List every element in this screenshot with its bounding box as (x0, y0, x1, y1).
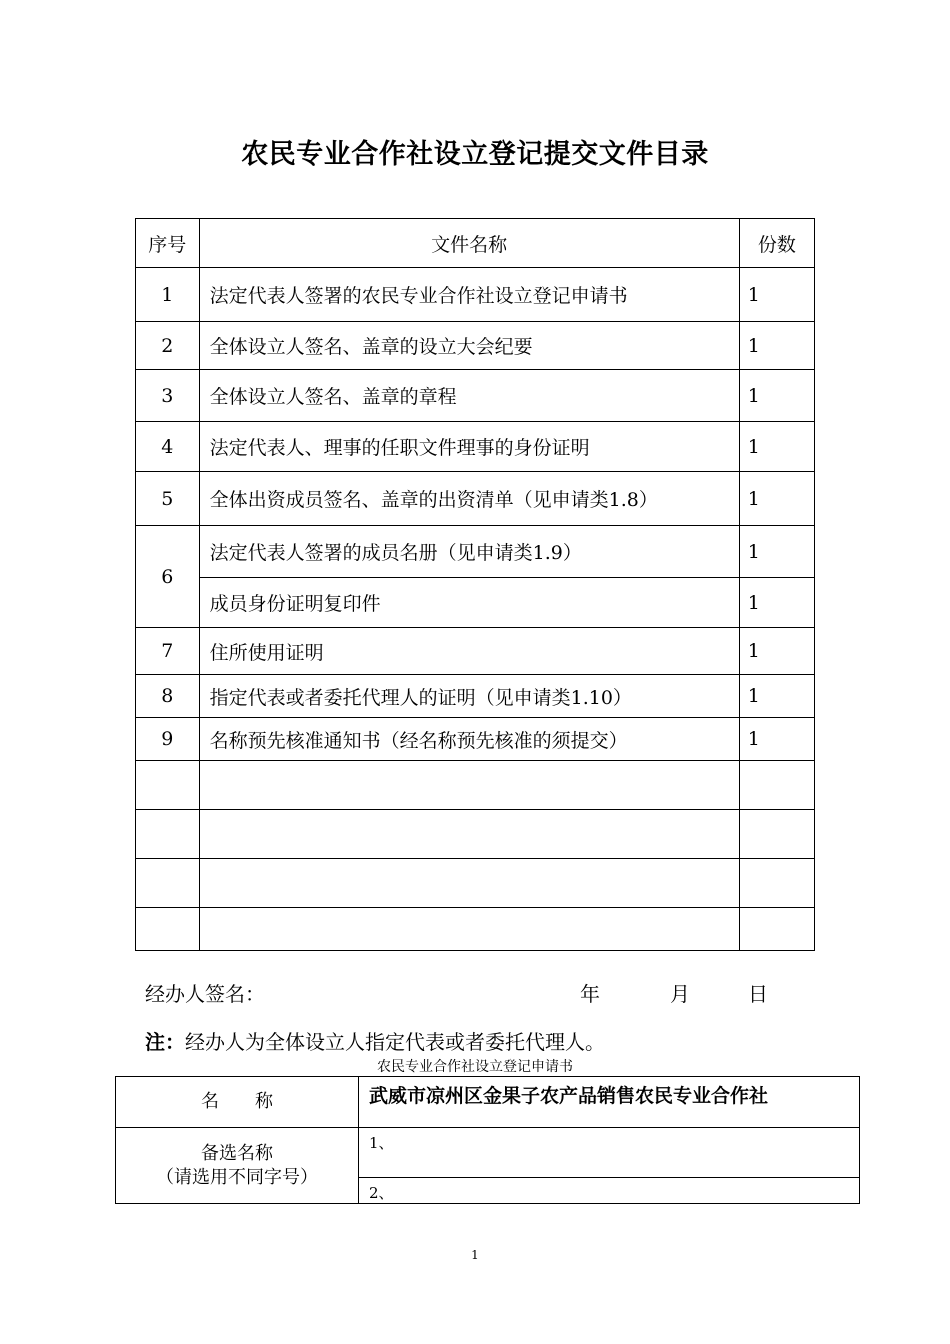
row-doc-name: 法定代表人签署的农民专业合作社设立登记申请书 (199, 268, 739, 322)
row-copies: 1 (739, 628, 814, 675)
row-seq: 3 (136, 370, 200, 422)
header-doc-name: 文件名称 (199, 219, 739, 268)
row-doc-name: 法定代表人、理事的任职文件理事的身份证明 (199, 422, 739, 472)
row-doc-name: 全体出资成员签名、盖章的出资清单（见申请类1.8） (199, 472, 739, 526)
row-seq: 5 (136, 472, 200, 526)
row-doc-name: 法定代表人签署的成员名册（见申请类1.9） (199, 526, 739, 578)
row-copies: 1 (739, 322, 814, 370)
alternative-name-label-line1: 备选名称 (201, 1142, 273, 1164)
note-label: 注： (145, 1030, 185, 1054)
name-label: 名 称 (116, 1077, 359, 1128)
signature-day: 日 (748, 982, 768, 1006)
row-copies: 1 (739, 675, 814, 718)
table-row-empty (136, 761, 815, 810)
row-doc-name: 指定代表或者委托代理人的证明（见申请类1.10） (199, 675, 739, 718)
table-row-empty (136, 859, 815, 908)
row-copies: 1 (739, 472, 814, 526)
row-copies: 1 (739, 268, 814, 322)
note (145, 1026, 605, 1055)
header-copies: 份数 (739, 219, 814, 268)
table-row (136, 628, 815, 675)
table-row (136, 526, 815, 578)
row-seq: 7 (136, 628, 200, 675)
row-seq: 2 (136, 322, 200, 370)
application-table (115, 1076, 860, 1204)
row-copies: 1 (739, 578, 814, 628)
table-row (136, 422, 815, 472)
alternative-name-label-line2: （请选用不同字号） (156, 1166, 318, 1188)
row-seq: 1 (136, 268, 200, 322)
page-number: 1 (471, 1248, 479, 1262)
note-text: 经办人为全体设立人指定代表或者委托代理人。 (185, 1030, 605, 1054)
row-seq: 9 (136, 718, 200, 761)
table-row (136, 675, 815, 718)
row-copies: 1 (739, 526, 814, 578)
table-row-empty (136, 908, 815, 951)
application-subtitle: 农民专业合作社设立登记申请书 (377, 1059, 573, 1075)
row-doc-name: 成员身份证明复印件 (199, 578, 739, 628)
alternative-name-1: 1、 (359, 1128, 860, 1178)
table-row (136, 718, 815, 761)
document-list-table (135, 218, 815, 951)
alternative-name-label (116, 1128, 359, 1204)
table-row (136, 472, 815, 526)
row-doc-name: 住所使用证明 (199, 628, 739, 675)
row-doc-name: 全体设立人签名、盖章的设立大会纪要 (199, 322, 739, 370)
row-copies: 1 (739, 370, 814, 422)
table-row (136, 268, 815, 322)
row-seq: 4 (136, 422, 200, 472)
table-row (136, 322, 815, 370)
alternative-name-2: 2、 (359, 1178, 860, 1204)
row-doc-name: 全体设立人签名、盖章的章程 (199, 370, 739, 422)
signature-label: 经办人签名： (145, 982, 265, 1006)
cooperative-name: 武威市凉州区金果子农产品销售农民专业合作社 (359, 1077, 860, 1128)
signature-year: 年 (580, 982, 600, 1006)
page-title: 农民专业合作社设立登记提交文件目录 (241, 139, 709, 170)
table-row (136, 578, 815, 628)
row-copies: 1 (739, 422, 814, 472)
table-row-empty (136, 810, 815, 859)
table-header-row (136, 219, 815, 268)
row-seq: 8 (136, 675, 200, 718)
signature-month: 月 (670, 982, 690, 1006)
row-copies: 1 (739, 718, 814, 761)
row-doc-name: 名称预先核准通知书（经名称预先核准的须提交） (199, 718, 739, 761)
row-seq: 6 (136, 526, 200, 628)
table-row (136, 370, 815, 422)
header-seq: 序号 (136, 219, 200, 268)
